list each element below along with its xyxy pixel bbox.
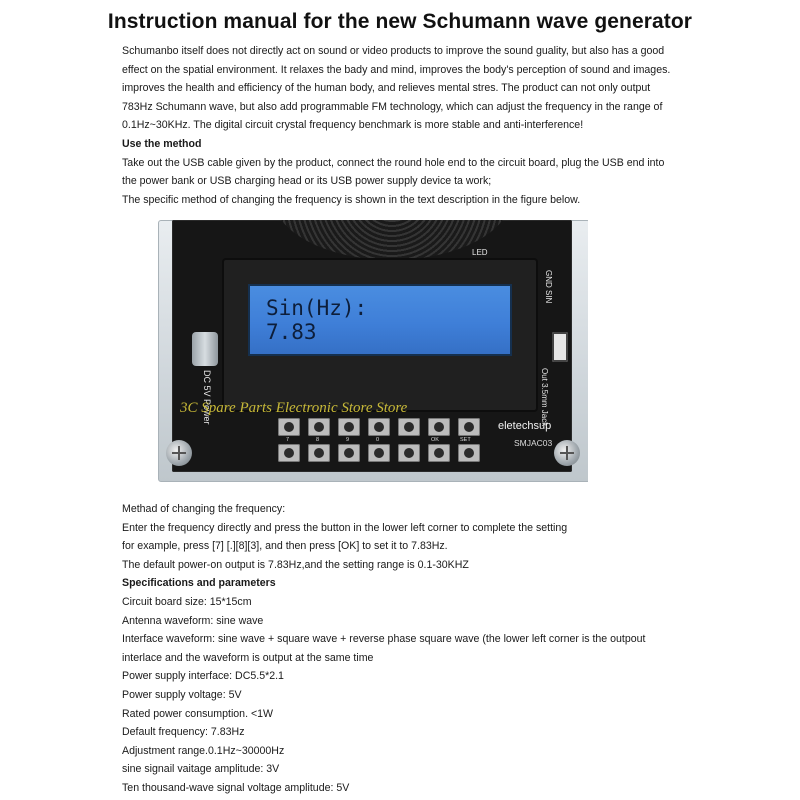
audio-jack [552,332,568,362]
use-line: The specific method of changing the frequency is shown in the text description in the figure below. [122,193,581,206]
key-label: 0 [376,437,380,443]
page-title: Instruction manual for the new Schumann wave generator [107,10,693,33]
keypad-key [278,444,300,462]
screw-right [554,440,580,466]
key-label: 7 [286,437,290,443]
out-jack-label: Out 3.5mm Jack [540,368,549,427]
circuit-board [172,220,572,472]
spec-line: Interface waveform: sine wave + square wave + reverse phase square wave (the lower left corner is the outpout [122,633,646,646]
screw-left [166,440,192,466]
lcd-line-1: Sin(Hz): [266,296,368,320]
spec-line: Power supply interface: DC5.5*2.1 [122,670,284,683]
specs-heading: Specifications and parameters [122,577,276,590]
keypad-key [428,418,450,436]
spec-line: Adjustment range.0.1Hz~30000Hz [122,744,285,757]
method-line: Methad of changing the frequency: [122,503,286,515]
keypad-key [368,418,390,436]
spec-line: Default frequency: 7.83Hz [122,726,245,739]
key-label: SET [460,437,471,443]
method-section [122,500,682,798]
keypad-key [338,418,360,436]
intro-paragraph [122,42,682,209]
gnd-sin-label: GND SIN [544,270,553,304]
keypad-key [398,418,420,436]
store-watermark: 3C Spare Parts Electronic Store Store [180,400,408,416]
use-line: the power bank or USB charging head or its USB power supply device ta work; [122,175,492,188]
key-label: 9 [346,437,350,443]
spec-line: Ten thousand-wave signal voltage amplitude: 5V [122,781,350,794]
keypad-key [308,444,330,462]
model-label: SMJAC03 [514,438,553,448]
product-photo [158,220,588,490]
lcd-display [248,284,512,356]
keypad-key [368,444,390,462]
method-line: Enter the frequency directly and press the button in the lower left corner to complete the setting [122,521,568,534]
intro-line: Schumanbo itself does not directly act on sound or video products to improve the sound guality, but also has a good [122,45,665,57]
intro-line: improves the health and efficiency of the human body, and relieves mental stres. The product can not only output [122,82,651,95]
method-line: The default power-on output is 7.83Hz,and the setting range is 0.1-30KHZ [122,558,469,571]
spec-line: sine signail vaitage amplitude: 3V [122,763,280,776]
key-label: 8 [316,437,320,443]
keypad-key [338,444,360,462]
lcd-line-2: 7.83 [266,320,317,344]
intro-line: 0.1Hz~30KHz. The digital circuit crystal frequency benchmark is more stable and anti-interference! [122,119,584,132]
intro-line: effect on the spatial environment. It relaxes the badу and mind, improves the body's perception of sound and images. [122,63,671,76]
keypad-key [308,418,330,436]
power-label: DC 5V Power [202,370,212,425]
led-label: LED [472,248,488,257]
intro-line: 783Hz Schumann wave, but also add programmable FM technology, which can adjust the frequency in the range of [122,100,663,113]
keypad-key [428,444,450,462]
key-label: OK [431,437,439,443]
keypad-key [278,418,300,436]
keypad-key [398,444,420,462]
use-method-heading: Use the method [122,137,202,150]
keypad-key [458,444,480,462]
usb-c-port [192,332,218,366]
spec-line: Power supply voltage: 5V [122,688,242,701]
spec-line: interlace and the waveform is output at the same time [122,651,374,664]
use-line: Take out the USB cable given by the product, connect the round hole end to the circuit board, plug the USB end into [122,156,665,169]
method-line: for example, press [7] [.][8][3], and then press [OK] to set it to 7.83Hz. [122,540,448,553]
spec-line: Circuit board size: 15*15cm [122,595,252,608]
spec-line: Rated power consumption. <1W [122,707,274,720]
brand-label: eletechsup [498,420,552,432]
keypad-key [458,418,480,436]
spec-line: Antenna waveform: sine wave [122,614,264,627]
